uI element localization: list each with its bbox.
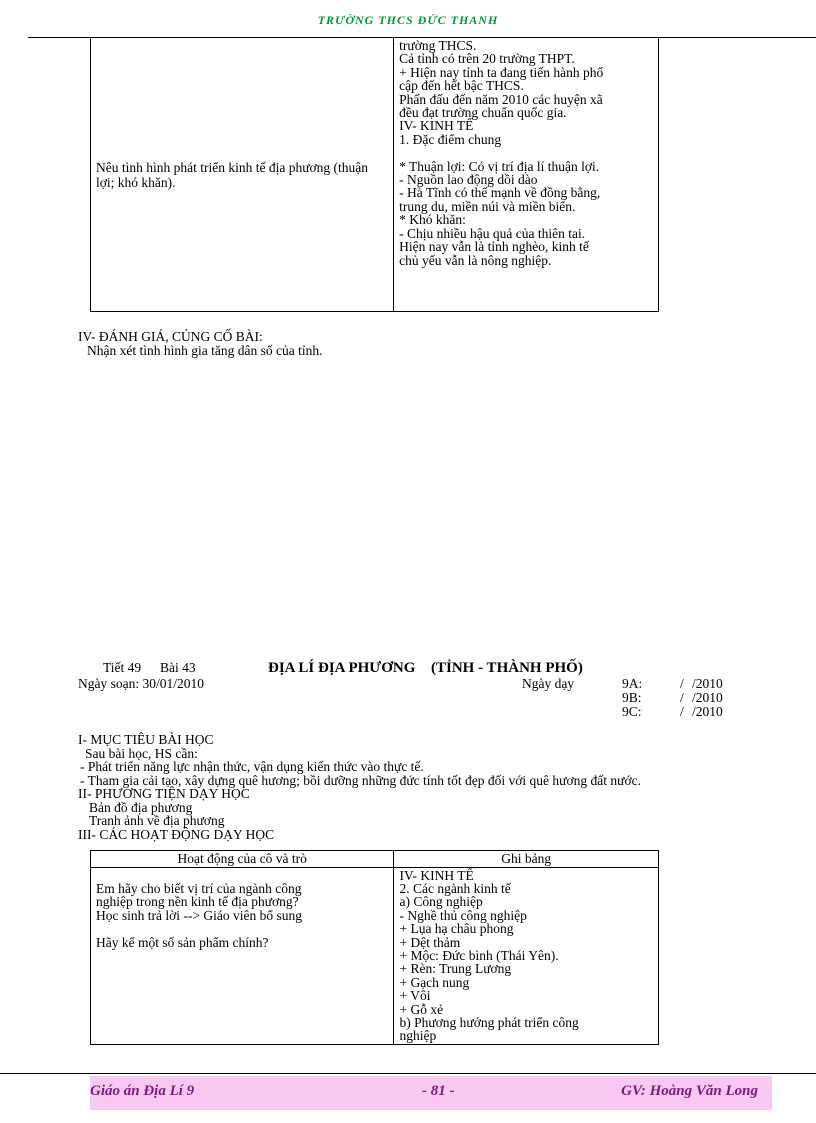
- activities-right-cell: [394, 867, 659, 1044]
- top-right-line: * Thuận lợi: Có vị trí địa lí thuận lợi.: [399, 158, 600, 174]
- top-right-line: - Hà Tĩnh có thế mạnh về đồng bằng,: [399, 185, 601, 201]
- activities-right-line: b) Phương hướng phát triển công: [399, 1014, 579, 1030]
- top-right-line: Phấn đấu đến năm 2010 các huyện xã: [399, 91, 603, 107]
- activities-right-line: + Gạch nung: [399, 974, 470, 990]
- top-right-line: IV- KINH TẾ: [399, 118, 474, 134]
- lesson-title-sub: (TỈNH - THÀNH PHỐ): [431, 660, 583, 676]
- top-right-line: cập đến hết bậc THCS.: [399, 78, 524, 94]
- top-right-line: - Nguồn lao động dồi dào: [399, 172, 538, 188]
- activities-right-lines: [399, 869, 653, 1043]
- activities-left-line: [96, 869, 388, 882]
- activities-table: [90, 850, 659, 1045]
- teach-date-label: Ngày dạy: [522, 676, 575, 691]
- col-header-activities: Hoạt động của cô và trò: [91, 851, 394, 868]
- top-right-line: chủ yếu vẫn là nông nghiệp.: [399, 252, 552, 268]
- top-right-line: + Hiện nay tỉnh ta đang tiến hành phổ: [399, 64, 604, 80]
- top-table-right-cell: [394, 38, 659, 312]
- means-heading: II- PHƯƠNG TIỆN DẠY HỌC: [78, 786, 250, 801]
- lesson-period: Tiết 49: [103, 660, 142, 675]
- top-right-lines: [399, 39, 653, 267]
- top-table: [90, 37, 659, 312]
- prep-date: Ngày soạn: 30/01/2010: [78, 676, 204, 691]
- page-header: TRƯỜNG THCS ĐỨC THANH: [317, 14, 499, 24]
- col-header-board: Ghi bảng: [394, 851, 659, 868]
- top-right-line: [399, 146, 653, 159]
- activities-right-line: + Lụa hạ châu phong: [399, 921, 514, 937]
- objective-1: - Phát triển năng lực nhận thức, vận dụng kiến thức vào thực tế.: [80, 759, 424, 774]
- activities-right-line: + Vôi: [399, 988, 431, 1004]
- activities-right-line: nghiệp: [399, 1028, 437, 1044]
- activities-right-line: a) Công nghiệp: [399, 894, 483, 910]
- top-right-line: - Chịu nhiều hậu quả của thiên tai.: [399, 225, 586, 241]
- activities-left-line: Học sinh trả lời --> Giáo viên bổ sung: [96, 907, 302, 923]
- footer-right: GV: Hoàng Văn Long: [621, 1083, 758, 1099]
- activities-left-line: [96, 922, 388, 935]
- class-row-9a: 9A: / /2010: [622, 676, 723, 691]
- activities-left-lines: [96, 869, 388, 949]
- activities-right-line: + Mộc: Đức bình (Thái Yên).: [399, 947, 559, 963]
- review-heading: IV- ĐÁNH GIÁ, CỦNG CỐ BÀI:: [78, 329, 263, 344]
- activities-left-line: nghiệp trong nền kinh tế địa phương?: [96, 894, 299, 910]
- footer-left: Giáo án Địa Lí 9: [90, 1083, 195, 1099]
- objective-2: - Tham gia cải tạo, xây dựng quê hương; bồi dưỡng những đức tính tốt đẹp đối với quê hương đất nước.: [80, 772, 641, 788]
- activities-right-line: + Rèn: Trung Lương: [399, 961, 512, 977]
- activities-right-line: + Gỗ xẻ: [399, 1001, 444, 1017]
- means-1: Bản đồ địa phương: [89, 799, 193, 815]
- activities-right-line: 2. Các ngành kinh tế: [399, 880, 511, 896]
- top-right-line: đều đạt trường chuẩn quốc gia.: [399, 105, 567, 121]
- class-row-9c: 9C: / /2010: [622, 704, 723, 719]
- activities-heading: III- CÁC HOẠT ĐỘNG DẠY HỌC: [78, 826, 275, 842]
- top-right-line: Hiện nay vẫn là tỉnh nghèo, kinh tế: [399, 239, 589, 255]
- activities-left-line: Hãy kể một số sản phẩm chính?: [96, 934, 269, 950]
- activities-right-line: IV- KINH TẾ: [399, 867, 474, 883]
- objectives-heading: I- MỤC TIÊU BÀI HỌC: [78, 732, 214, 747]
- lesson-number: Bài 43: [160, 660, 196, 675]
- activities-right-line: - Nghề thủ công nghiệp: [399, 907, 527, 923]
- footer-rule: [0, 1073, 816, 1074]
- means-2: Tranh ảnh về địa phương: [89, 813, 225, 828]
- sections-block: [78, 733, 641, 841]
- top-right-line: trung du, miền núi và miền biển.: [399, 198, 576, 214]
- footer-page-number: - 81 -: [422, 1083, 455, 1099]
- activities-left-cell: [91, 867, 394, 1044]
- top-right-line: trường THCS.: [399, 38, 477, 53]
- objectives-intro: Sau bài học, HS cần:: [85, 745, 198, 761]
- activities-left-line: Em hãy cho biết vị trí của ngành công: [96, 880, 302, 896]
- top-right-line: * Khó khăn:: [399, 212, 466, 228]
- class-row-9b: 9B: / /2010: [622, 690, 723, 705]
- top-right-line: 1. Đặc điểm chung: [399, 131, 502, 147]
- top-right-line: Cả tỉnh có trên 20 trường THPT.: [399, 51, 575, 67]
- top-table-left-cell: Nêu tình hình phát triển kinh tế địa phương (thuận lợi; khó khăn).: [91, 38, 394, 312]
- page-footer: [90, 1076, 772, 1110]
- review-text: Nhận xét tình hình gia tăng dân số của tỉnh.: [87, 342, 323, 358]
- lesson-title: ĐỊA LÍ ĐỊA PHƯƠNG: [268, 660, 416, 676]
- activities-right-line: + Dệt thảm: [399, 934, 461, 950]
- review-block: [78, 330, 322, 357]
